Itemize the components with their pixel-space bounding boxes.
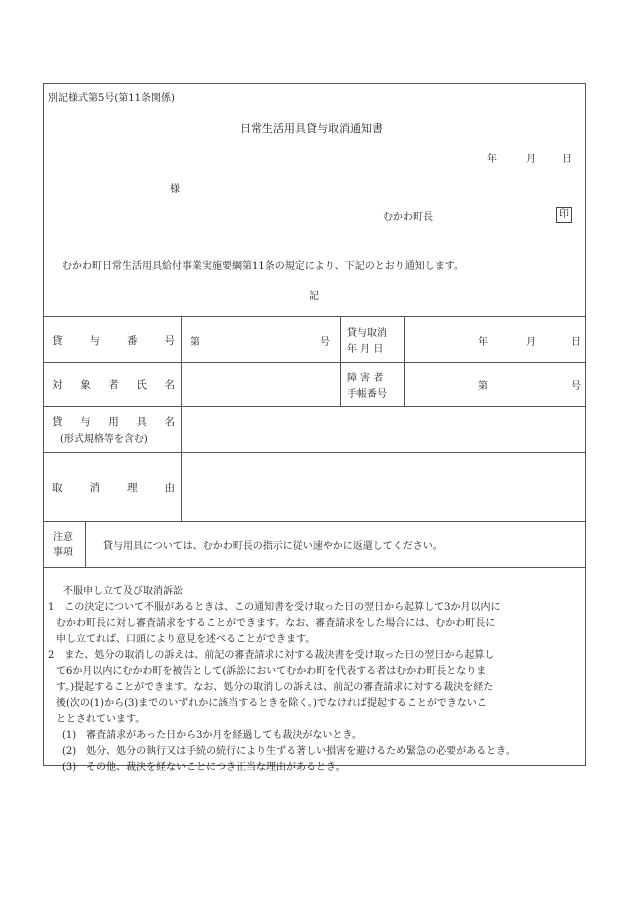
table-top-rule <box>43 316 586 317</box>
date-month: 月 <box>526 154 536 165</box>
label-subject-name: 対 象 者 氏 名 <box>52 379 175 391</box>
table-rule-2 <box>43 406 586 407</box>
label-equipment-sub: (形式規格等を含む) <box>60 434 148 445</box>
notes-heading: 不服申し立て及び取消訴訟 <box>63 586 183 597</box>
label-disability-l2: 手帳番号 <box>347 389 387 400</box>
intro-text: むかわ町日常生活用具給付事業実施要綱第11条の規定により、下記のとおり通知します。 <box>62 261 464 272</box>
date-year: 年 <box>487 154 497 165</box>
cancel-date-month: 月 <box>526 337 536 348</box>
notes-line: (3) その他、裁決を経ないことにつき正当な理由があるとき。 <box>62 762 346 773</box>
label-disability-l1: 障 害 者 <box>347 373 384 384</box>
issuer-name: むかわ町長 <box>383 212 433 223</box>
notes-line: 申し立てれば、口頭により意見を述べることができます。 <box>56 634 316 645</box>
seal-mark: 印 <box>556 207 572 223</box>
addressee-suffix: 様 <box>170 184 180 195</box>
label-cancel-date-l2: 年 月 日 <box>347 344 384 355</box>
table-col-rule-notes <box>85 521 86 567</box>
cancel-date-year: 年 <box>478 337 488 348</box>
notes-line: 1 この決定について不服があるときは、この通知書を受け取った日の翌日から起算して3か月以内に <box>48 602 501 613</box>
form-label: 別記様式第5号(第11条関係) <box>48 93 175 104</box>
notes-line: ととされています。 <box>56 714 146 725</box>
notes-line: 2 また、処分の取消しの訴えは、前記の審査請求に対する裁決書を受け取った日の翌日から起算し <box>48 650 495 661</box>
notes-line: (1) 審査請求があった日から3か月を経過しても裁決がないとき。 <box>62 730 363 741</box>
notice-text: 貸与用具については、むかわ町長の指示に従い速やかに返還してください。 <box>103 541 443 552</box>
label-cancel-reason: 取 消 理 由 <box>52 482 175 494</box>
page-title: 日常生活用具貸与取消通知書 <box>240 122 383 135</box>
label-equipment-name: 貸 与 用 具 名 <box>52 416 175 428</box>
table-bottom-rule <box>43 567 586 568</box>
label-cancel-date-l1: 貸与取消 <box>347 328 387 339</box>
label-notice-l1: 注意 <box>53 532 73 543</box>
notes-line: (2) 処分、処分の執行又は手続の続行により生ずる著しい損害を避けるため緊急の必要があるとき。 <box>62 746 516 757</box>
cancel-date-day: 日 <box>571 337 581 348</box>
table-rule-4 <box>43 521 586 522</box>
table-col-rule-1 <box>181 316 182 521</box>
notes-line: て6か月以内にむかわ町を被告として(訴訟においてむかわ町を代表する者はむかわ町長となりま <box>56 666 487 677</box>
loan-number-prefix: 第 <box>190 337 200 348</box>
notes-line: す。)提起することができます。なお、処分の取消しの訴えは、前記の審査請求に対する裁決を経た <box>56 682 494 693</box>
table-col-rule-2 <box>340 316 341 406</box>
table-rule-1 <box>43 362 586 363</box>
date-day: 日 <box>562 154 572 165</box>
notes-line: むかわ町長に対し審査請求をすることができます。なお、審査請求をした場合には、むかわ町長に <box>56 618 496 629</box>
table-col-rule-3 <box>404 316 405 406</box>
notes-line: 後(次の(1)から(3)までのいずれかに該当するときを除く。)でなければ提起することができないこ <box>56 698 487 709</box>
handbook-number-prefix: 第 <box>478 381 488 392</box>
label-notice-l2: 事項 <box>53 547 73 558</box>
handbook-number-suffix: 号 <box>571 381 581 392</box>
ki-mark: 記 <box>309 291 319 302</box>
table-rule-3 <box>43 452 586 453</box>
loan-number-suffix: 号 <box>320 337 330 348</box>
label-loan-number: 貸 与 番 号 <box>52 335 175 347</box>
